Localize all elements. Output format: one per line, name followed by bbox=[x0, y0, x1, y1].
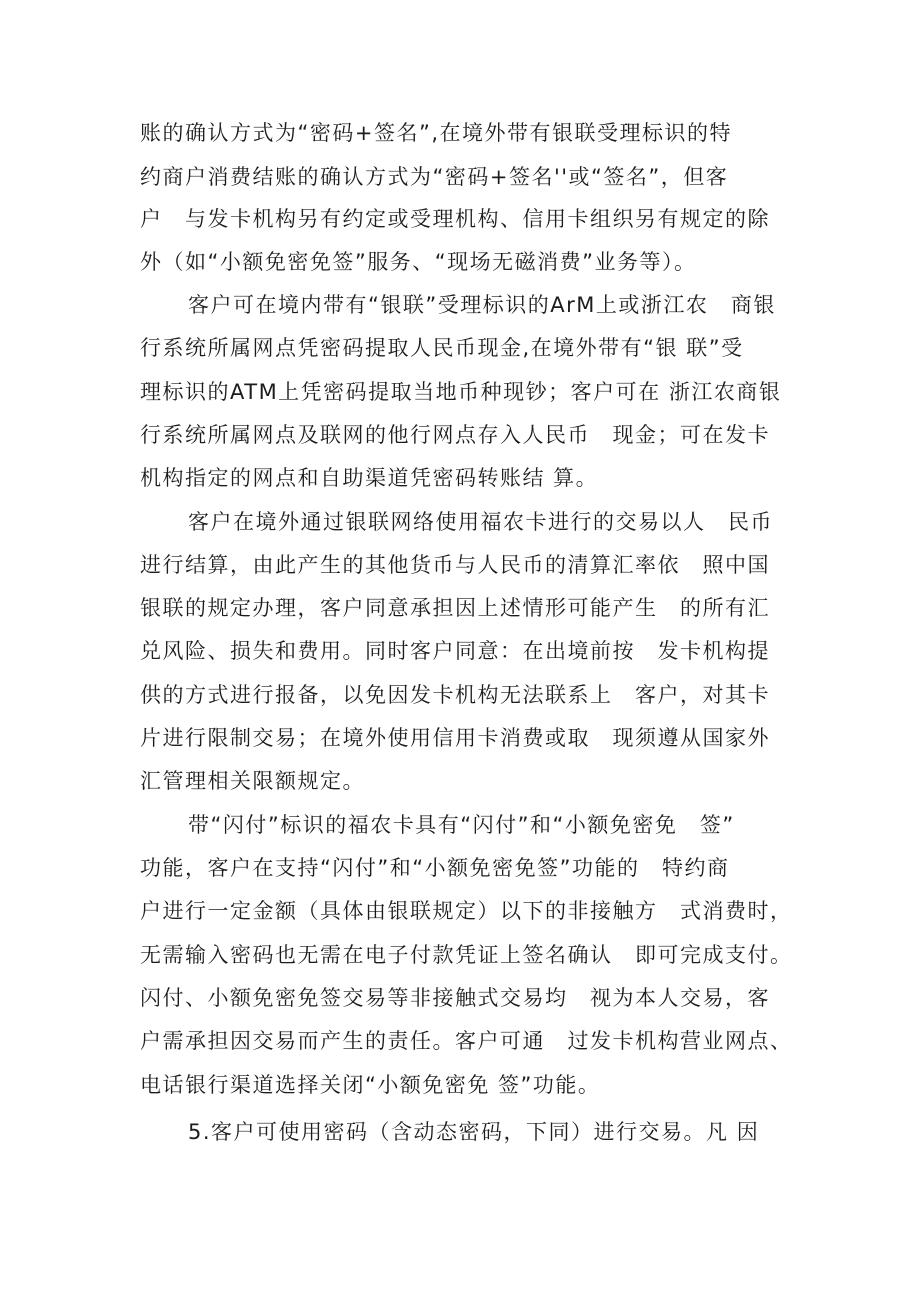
text-line: 供的方式进行报备，以免因发卡机构无法联系上 客户，对其卡 bbox=[140, 683, 770, 707]
text-line: 汇管理相关限额规定。 bbox=[140, 769, 365, 793]
text-line: 兑风险、损失和费用。同时客户同意：在出境前按 发卡机构提 bbox=[140, 639, 770, 663]
text-line: 进行结算，由此产生的其他货币与人民币的清算汇率依 照中国 bbox=[140, 553, 770, 577]
text-line: 功能，客户在支持“闪付”和“小额免密免签”功能的 特约商 bbox=[140, 856, 730, 880]
text-line: 机构指定的网点和自助渠道凭密码转账结 算。 bbox=[140, 466, 599, 490]
text-line: 户进行一定金额（具体由银联规定）以下的非接触方 式消费时， bbox=[140, 899, 793, 923]
text-line: 客户可在境内带有“银联”受理标识的ArM上或浙江农 商银 bbox=[188, 293, 776, 317]
text-line: 电话银行渠道选择关闭“小额免密免 签”功能。 bbox=[140, 1073, 601, 1097]
text-line: 账的确认方式为“密码+签名”,在境外带有银联受理标识的特 bbox=[140, 121, 733, 145]
text-line: 理标识的ATM上凭密码提取当地币种现钞；客户可在 浙江农商银 bbox=[140, 380, 782, 404]
text-line: 带“闪付”标识的福农卡具有“闪付”和“小额免密免 签” bbox=[188, 813, 735, 837]
text-line: 外（如“小额免密免签”服务、“现场无磁消费”业务等）。 bbox=[140, 250, 697, 274]
text-line: 客户在境外通过银联网络使用福农卡进行的交易以人 民币 bbox=[188, 510, 773, 534]
text-line: 户需承担因交易而产生的责任。客户可通 过发卡机构营业网点、 bbox=[140, 1029, 793, 1053]
text-line: 片进行限制交易；在境外使用信用卡消费或取 现须遵从国家外 bbox=[140, 726, 770, 750]
text-line: 银联的规定办理，客户同意承担因上述情形可能产生 的所有汇 bbox=[140, 596, 770, 620]
text-line: 闪付、小额免密免签交易等非接触式交易均 视为本人交易，客 bbox=[140, 986, 770, 1010]
text-line: 行系统所属网点凭密码提取人民币现金,在境外带有“银 联”受 bbox=[140, 336, 744, 360]
text-line: 无需输入密码也无需在电子付款凭证上签名确认 即可完成支付。 bbox=[140, 943, 793, 967]
text-line: 5.客户可使用密码（含动态密码，下同）进行交易。凡 因 bbox=[188, 1120, 760, 1144]
text-line: 约商户消费结账的确认方式为“密码+签名''或“签名”，但客 bbox=[140, 165, 729, 189]
text-line: 行系统所属网点及联网的他行网点存入人民币 现金；可在发卡 bbox=[140, 423, 770, 447]
text-line: 户 与发卡机构另有约定或受理机构、信用卡组织另有规定的除 bbox=[140, 207, 770, 231]
